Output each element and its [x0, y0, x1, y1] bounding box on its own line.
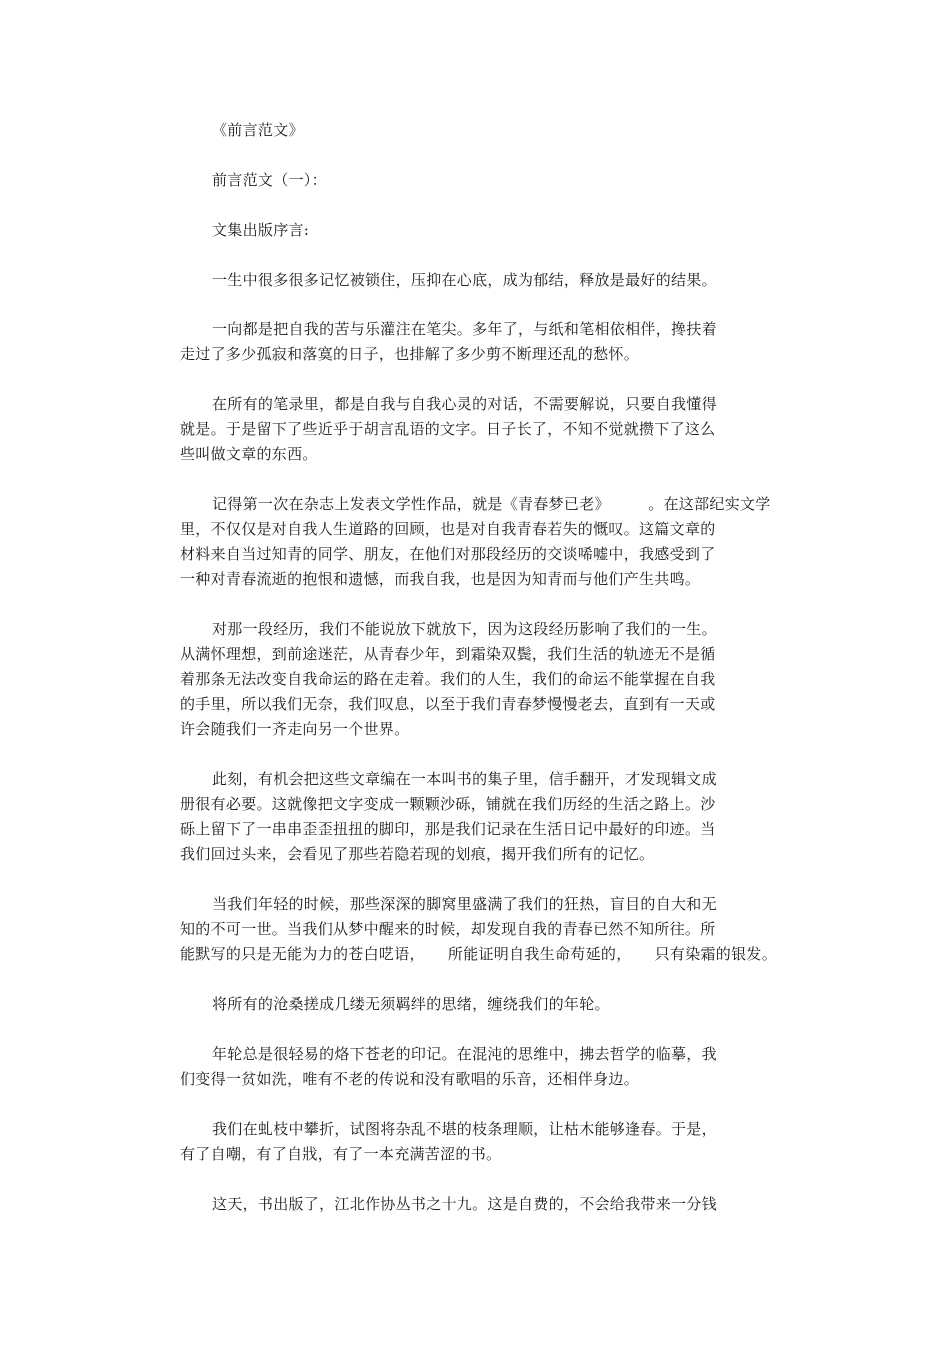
paragraph-line: 一生中很多很多记忆被锁住，压抑在心底，成为郁结，释放是最好的结果。: [212, 271, 717, 289]
paragraph-line: 就是。于是留下了些近乎于胡言乱语的文字。日子长了，不知不觉就攒下了这么: [180, 420, 716, 438]
paragraph-line: 有了自嘲，有了自戕，有了一本充满苦涩的书。: [180, 1145, 502, 1163]
paragraph-line: 们变得一贫如洗，唯有不老的传说和没有歌唱的乐音，还相伴身边。: [180, 1070, 640, 1088]
paragraph-line: 我们在虬枝中攀折，试图将杂乱不堪的枝条理顺，让枯木能够逢春。于是，: [212, 1120, 717, 1138]
paragraph-line: 能默写的只是无能为力的苍白呓语， 所能证明自我生命苟延的， 只有染霜的银发。: [180, 945, 778, 963]
paragraph-line: 许会随我们一齐走向另一个世界。: [180, 720, 410, 738]
paragraph-line: 的手里，所以我们无奈，我们叹息，以至于我们青春梦慢慢老去，直到有一天或: [180, 695, 716, 713]
paragraph-line: 一种对青春流逝的抱恨和遗憾，而我自我，也是因为知青而与他们产生共鸣。: [180, 570, 701, 588]
paragraph-line: 知的不可一世。当我们从梦中醒来的时候，却发现自我的青春已然不知所往。所: [180, 920, 716, 938]
paragraph-line: 一向都是把自我的苦与乐灌注在笔尖。多年了，与纸和笔相依相伴，搀扶着: [212, 320, 717, 338]
paragraph-line: 在所有的笔录里，都是自我与自我心灵的对话，不需要解说，只要自我懂得: [212, 395, 717, 413]
document-title: 《前言范文》: [212, 121, 304, 139]
section-heading: 前言范文（一）：: [212, 171, 327, 189]
paragraph-line: 这天，书出版了，江北作协丛书之十九。这是自费的，不会给我带来一分钱: [212, 1195, 717, 1213]
paragraph-line: 将所有的沧桑搓成几缕无须羁绊的思绪，缠绕我们的年轮。: [212, 995, 610, 1013]
paragraph-line: 砾上留下了一串串歪歪扭扭的脚印，那是我们记录在生活日记中最好的印迹。当: [180, 820, 716, 838]
paragraph-line: 年轮总是很轻易的烙下苍老的印记。在混沌的思维中，拂去哲学的临摹，我: [212, 1045, 717, 1063]
paragraph-line: 记得第一次在杂志上发表文学性作品，就是《青春梦已老》 。在这部纪实文学: [212, 495, 771, 513]
paragraph-line: 里，不仅仅是对自我人生道路的回顾，也是对自我青春若失的慨叹。这篇文章的: [180, 520, 716, 538]
paragraph-line: 材料来自当过知青的同学、朋友，在他们对那段经历的交谈唏嘘中，我感受到了: [180, 545, 716, 563]
paragraph-line: 些叫做文章的东西。: [180, 445, 318, 463]
paragraph-line: 此刻，有机会把这些文章编在一本叫书的集子里，信手翻开，才发现辑文成: [212, 770, 717, 788]
paragraph-line: 走过了多少孤寂和落寞的日子，也排解了多少剪不断理还乱的愁怀。: [180, 345, 640, 363]
subheading: 文集出版序言:: [212, 221, 310, 239]
paragraph-line: 对那一段经历，我们不能说放下就放下，因为这段经历影响了我们的一生。: [212, 620, 717, 638]
paragraph-line: 册很有必要。这就像把文字变成一颗颗沙砾，铺就在我们历经的生活之路上。沙: [180, 795, 716, 813]
paragraph-line: 我们回过头来，会看见了那些若隐若现的划痕，揭开我们所有的记忆。: [180, 845, 655, 863]
paragraph-line: 当我们年轻的时候，那些深深的脚窝里盛满了我们的狂热，盲目的自大和无: [212, 895, 717, 913]
paragraph-line: 从满怀理想，到前途迷茫，从青春少年，到霜染双鬓，我们生活的轨迹无不是循: [180, 645, 716, 663]
paragraph-line: 着那条无法改变自我命运的路在走着。我们的人生，我们的命运不能掌握在自我: [180, 670, 716, 688]
